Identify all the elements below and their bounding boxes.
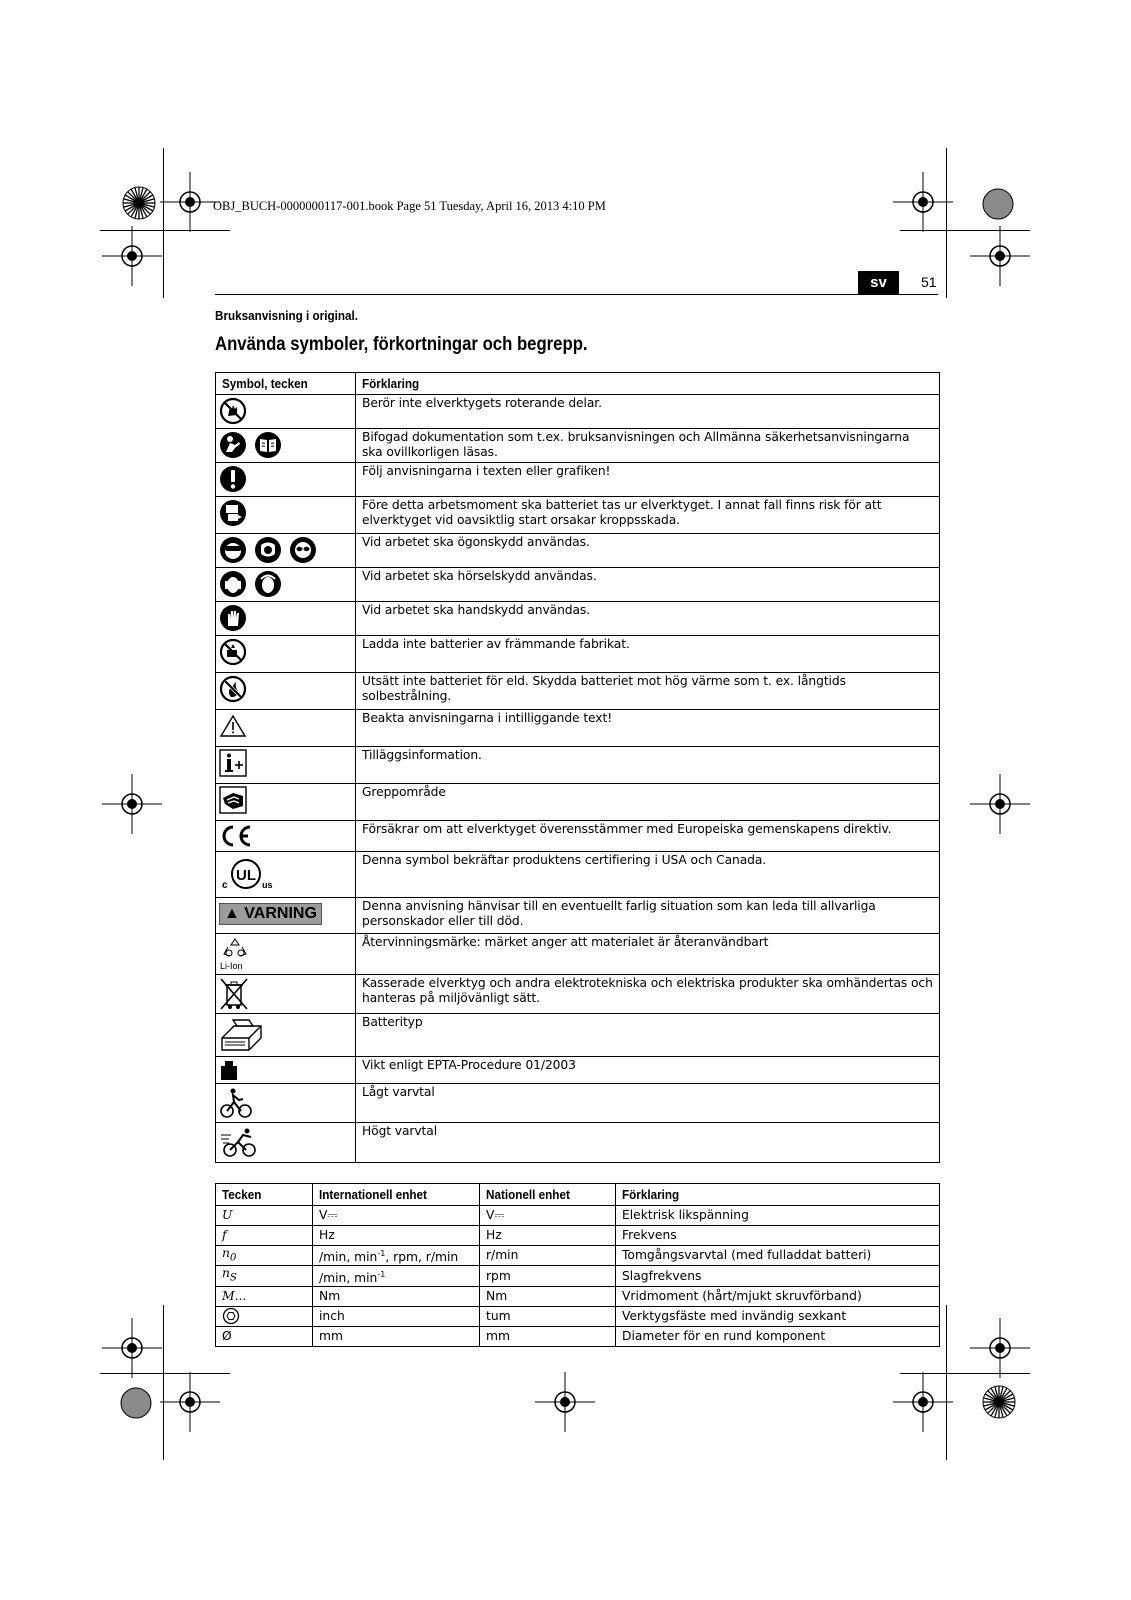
table-row bbox=[216, 710, 940, 747]
table-row bbox=[216, 898, 940, 934]
svg-text:Li-Ion: Li-Ion bbox=[220, 961, 243, 971]
table-row bbox=[216, 1084, 940, 1123]
cul-us-mark-icon bbox=[219, 854, 277, 894]
explanation-text: Vid arbetet ska hörselskydd användas. bbox=[356, 568, 940, 602]
table-row bbox=[216, 1123, 940, 1163]
no-touch-rotating-icon bbox=[219, 397, 247, 425]
table-row bbox=[216, 1326, 940, 1346]
explanation-text: Kasserade elverktyg och andra elektrotekniska och elektriska produkter ska omhändertas och hanteras på miljövänligt sätt. bbox=[356, 975, 940, 1014]
natl-unit-cell: V⎓ bbox=[480, 1206, 616, 1226]
column-header: Tecken bbox=[216, 1184, 313, 1206]
table-row bbox=[216, 784, 940, 821]
warning-triangle-icon: ▲ bbox=[224, 905, 240, 922]
explanation-text: Följ anvisningarna i texten eller grafiken! bbox=[356, 463, 940, 497]
registration-mark-icon bbox=[102, 1318, 162, 1378]
description-cell: Verktygsfäste med invändig sexkant bbox=[616, 1306, 940, 1326]
explanation-text: Vid arbetet ska ögonskydd användas. bbox=[356, 534, 940, 568]
table-row bbox=[216, 636, 940, 673]
registration-mark-icon bbox=[102, 226, 162, 286]
registration-mark-icon bbox=[893, 1372, 953, 1432]
table-row bbox=[216, 1306, 940, 1326]
explanation-text: Denna anvisning hänvisar till en eventuellt farlig situation som kan leda till allvarliga personskador eller till död. bbox=[356, 898, 940, 934]
hexagon-icon bbox=[222, 1307, 240, 1325]
face-shield-icon bbox=[254, 536, 282, 564]
grip-area-icon bbox=[219, 786, 247, 814]
explanation-text: Vikt enligt EPTA-Procedure 01/2003 bbox=[356, 1057, 940, 1084]
column-header: Förklaring bbox=[356, 373, 940, 395]
explanation-text: Högt varvtal bbox=[356, 1123, 940, 1163]
explanation-text: Beakta anvisningarna i intilliggande text! bbox=[356, 710, 940, 747]
explanation-text: Försäkrar om att elverktyget överensstämmer med Europeiska gemenskapens direktiv. bbox=[356, 821, 940, 852]
table-row bbox=[216, 1057, 940, 1084]
sign-cell bbox=[216, 1306, 313, 1326]
intl-unit-cell: inch bbox=[313, 1306, 480, 1326]
table-row bbox=[216, 1246, 940, 1266]
page-title: Använda symboler, förkortningar och begrepp. bbox=[215, 334, 588, 355]
no-foreign-battery-icon bbox=[219, 638, 247, 666]
natl-unit-cell: Nm bbox=[480, 1286, 616, 1306]
varning-label: ▲ VARNING bbox=[219, 903, 322, 925]
explanation-text: Vid arbetet ska handskydd användas. bbox=[356, 602, 940, 636]
intl-unit-cell: /min, $\min^{-1}$ bbox=[313, 1266, 480, 1286]
column-header: Internationell enhet bbox=[313, 1184, 480, 1206]
fast-cyclist-icon bbox=[219, 1125, 259, 1159]
table-row bbox=[216, 1206, 940, 1226]
table-row bbox=[216, 1266, 940, 1286]
explanation-text: Berör inte elverktygets roterande delar. bbox=[356, 395, 940, 429]
no-fire-battery-icon bbox=[219, 675, 247, 703]
explanation-text: Bifogad dokumentation som t.ex. bruksanvisningen och Allmänna säkerhetsanvisningarna ska ovillkorligen läsas. bbox=[356, 429, 940, 463]
units-table bbox=[215, 1183, 940, 1347]
grey-dot-icon bbox=[982, 188, 1014, 220]
registration-mark-icon bbox=[102, 774, 162, 834]
natl-unit-cell: r/min bbox=[480, 1246, 616, 1266]
table-row bbox=[216, 934, 940, 975]
explanation-text: Lågt varvtal bbox=[356, 1084, 940, 1123]
gloves-icon bbox=[219, 604, 247, 632]
ce-mark-icon bbox=[219, 823, 253, 849]
registration-mark-icon bbox=[970, 774, 1030, 834]
registration-mark-icon bbox=[160, 172, 220, 232]
explanation-text: Greppområde bbox=[356, 784, 940, 821]
sign-cell: U bbox=[216, 1206, 313, 1226]
subtitle: Bruksanvisning i original. bbox=[215, 308, 359, 323]
intl-unit-cell: Hz bbox=[313, 1226, 480, 1246]
table-header-row bbox=[216, 1184, 940, 1206]
column-header: Symbol, tecken bbox=[216, 373, 356, 395]
battery-type-icon bbox=[219, 1016, 263, 1054]
column-header: Nationell enhet bbox=[480, 1184, 616, 1206]
table-row bbox=[216, 747, 940, 784]
table-row bbox=[216, 673, 940, 710]
svg-text:UL: UL bbox=[236, 867, 256, 884]
intl-unit-cell: Nm bbox=[313, 1286, 480, 1306]
table-row bbox=[216, 568, 940, 602]
info-plus-icon bbox=[219, 749, 247, 777]
book-icon bbox=[254, 431, 282, 459]
description-cell: Tomgångsvarvtal (med fulladdat batteri) bbox=[616, 1246, 940, 1266]
table-header-row bbox=[216, 373, 940, 395]
page-number: 51 bbox=[921, 274, 937, 290]
registration-mark-icon bbox=[160, 1372, 220, 1432]
language-badge: sv bbox=[858, 271, 899, 294]
description-cell: Vridmoment (hårt/mjukt skruvförband) bbox=[616, 1286, 940, 1306]
weight-icon bbox=[219, 1059, 239, 1081]
registration-mark-icon bbox=[535, 1372, 595, 1432]
natl-unit-cell: rpm bbox=[480, 1266, 616, 1286]
natl-unit-cell: Hz bbox=[480, 1226, 616, 1246]
table-row bbox=[216, 821, 940, 852]
sign-cell: $n_S$ bbox=[216, 1266, 313, 1286]
header-rule bbox=[215, 294, 938, 295]
intl-unit-cell: mm bbox=[313, 1326, 480, 1346]
intl-unit-cell: /min, $\min^{-1}$, rpm, r/min bbox=[313, 1246, 480, 1266]
description-cell: Diameter för en rund komponent bbox=[616, 1326, 940, 1346]
table-row bbox=[216, 602, 940, 636]
registration-mark-icon bbox=[970, 226, 1030, 286]
ear-muffs-icon bbox=[219, 570, 247, 598]
goggles-icon bbox=[219, 536, 247, 564]
description-cell: Frekvens bbox=[616, 1226, 940, 1246]
svg-text:c: c bbox=[222, 880, 228, 891]
table-row bbox=[216, 1226, 940, 1246]
table-row bbox=[216, 1014, 940, 1057]
grey-dot-icon bbox=[120, 1387, 152, 1419]
explanation-text: Tilläggsinformation. bbox=[356, 747, 940, 784]
svg-text:us: us bbox=[262, 880, 273, 890]
table-row bbox=[216, 395, 940, 429]
explanation-text: Denna symbol bekräftar produktens certifiering i USA och Canada. bbox=[356, 852, 940, 898]
description-cell: Elektrisk likspänning bbox=[616, 1206, 940, 1226]
explanation-text: Utsätt inte batteriet för eld. Skydda batteriet mot hög värme som t. ex. långtids solbestrålning. bbox=[356, 673, 940, 710]
explanation-text: Ladda inte batterier av främmande fabrikat. bbox=[356, 636, 940, 673]
slow-cyclist-icon bbox=[219, 1086, 253, 1120]
table-row bbox=[216, 463, 940, 497]
star-target-icon bbox=[982, 1385, 1016, 1419]
description-cell: Slagfrekvens bbox=[616, 1266, 940, 1286]
registration-mark-icon bbox=[893, 172, 953, 232]
column-header: Förklaring bbox=[616, 1184, 940, 1206]
symbols-table bbox=[215, 372, 940, 1163]
sign-cell: $n_0$ bbox=[216, 1246, 313, 1266]
explanation-text: Batterityp bbox=[356, 1014, 940, 1057]
sign-cell: f bbox=[216, 1226, 313, 1246]
read-manual-icon bbox=[219, 431, 247, 459]
explanation-text: Återvinningsmärke: märket anger att materialet är återanvändbart bbox=[356, 934, 940, 975]
ear-protection-icon bbox=[254, 570, 282, 598]
table-row bbox=[216, 852, 940, 898]
table-row bbox=[216, 975, 940, 1014]
table-row bbox=[216, 1286, 940, 1306]
explanation-text: Före detta arbetsmoment ska batteriet tas ur elverktyget. I annat fall finns risk för att elverktyget vid oavsiktlig start orsakar kroppsskada. bbox=[356, 497, 940, 534]
print-header: OBJ_BUCH-0000000117-001.book Page 51 Tuesday, April 16, 2013 4:10 PM bbox=[213, 199, 606, 213]
intl-unit-cell: V⎓ bbox=[313, 1206, 480, 1226]
table-row bbox=[216, 497, 940, 534]
star-target-icon bbox=[122, 186, 156, 220]
crossed-bin-icon bbox=[219, 977, 249, 1011]
natl-unit-cell: mm bbox=[480, 1326, 616, 1346]
safety-glasses-icon bbox=[289, 536, 317, 564]
remove-battery-icon bbox=[219, 499, 247, 527]
exclamation-icon bbox=[219, 465, 247, 493]
warning-triangle-icon bbox=[219, 712, 247, 740]
table-row bbox=[216, 534, 940, 568]
registration-mark-icon bbox=[970, 1318, 1030, 1378]
recycling-li-ion-icon bbox=[219, 936, 253, 972]
table-row bbox=[216, 429, 940, 463]
natl-unit-cell: tum bbox=[480, 1306, 616, 1326]
sign-cell: M... bbox=[216, 1286, 313, 1306]
sign-cell: Ø bbox=[216, 1326, 313, 1346]
